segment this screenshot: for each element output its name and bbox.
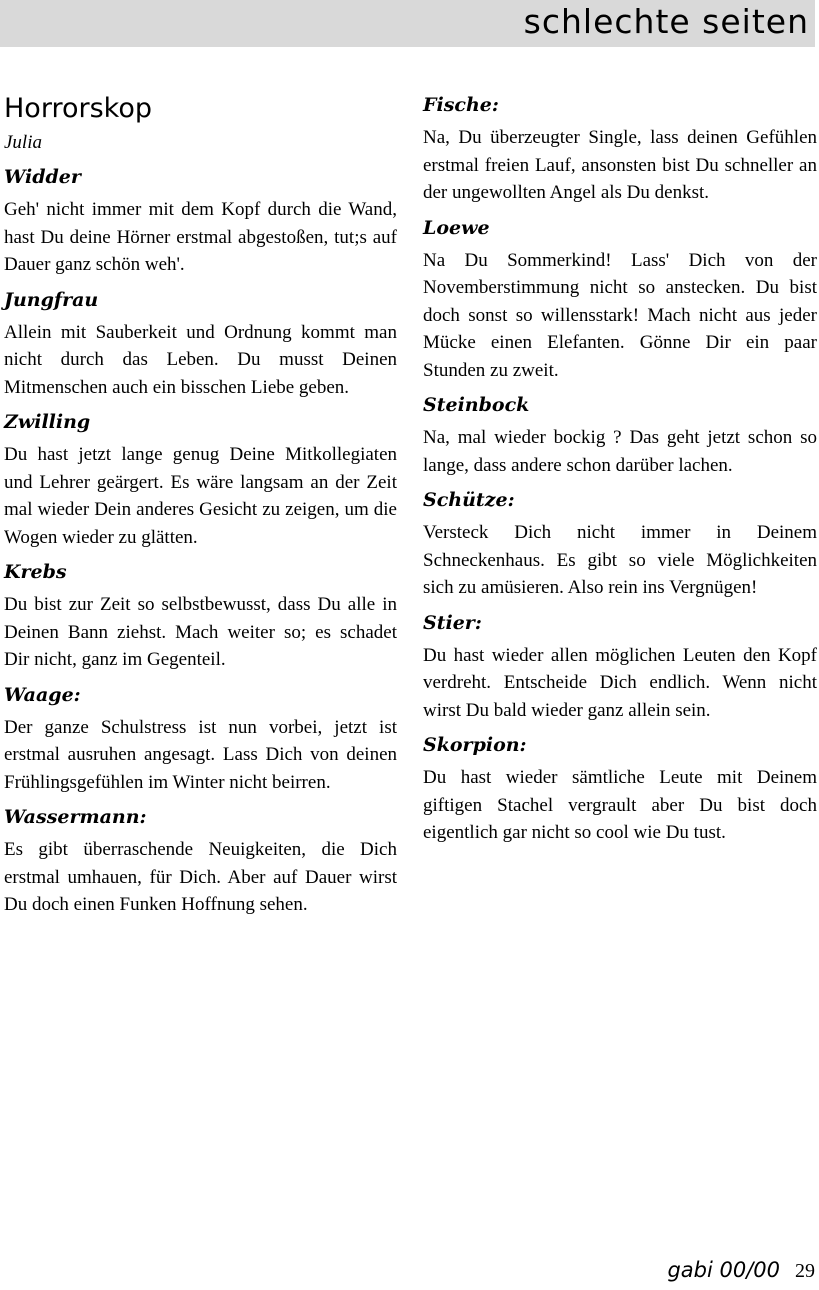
- sign-heading-stier: Stier:: [423, 611, 482, 634]
- sign-heading-wassermann: Wassermann:: [4, 806, 147, 828]
- horoscope-text-wassermann: Es gibt überraschende Neuigkeiten, die Dich erstmal umhauen, für Dich. Aber auf Dauer wirst Du doch einen Funken Hoffnung sehen.: [4, 839, 397, 915]
- sign-heading-zwilling: Zwilling: [4, 411, 91, 433]
- sign-heading-waage: Waage:: [4, 683, 81, 706]
- article-title: Horrorskop: [4, 93, 152, 124]
- sign-heading-jungfrau: Jungfrau: [4, 288, 99, 311]
- article-author: Julia: [4, 132, 42, 153]
- horoscope-text-widder: Geh' nicht immer mit dem Kopf durch die Wand, hast Du deine Hörner erstmal abgestoßen, tut;s auf Dauer ganz schön weh'.: [4, 199, 397, 275]
- sign-heading-fische: Fische:: [423, 94, 499, 116]
- horoscope-text-zwilling: Du hast jetzt lange genug Deine Mitkollegiaten und Lehrer geärgert. Es wäre langsam an der Zeit mal wieder Dein anderes Gesicht zu zeigen, um die Wogen wieder zu glätten.: [4, 444, 397, 548]
- magazine-issue: gabi 00/00: [667, 1258, 780, 1282]
- horoscope-text-fische: Na, Du überzeugter Single, lass deinen Gefühlen erstmal freien Lauf, ansonsten bist Du schneller an der ungewollten Angel als Du denkst.: [423, 127, 817, 203]
- horoscope-text-schuetze: Versteck Dich nicht immer in Deinem Schneckenhaus. Es gibt so viele Möglichkeiten sich zu amüsieren. Also rein ins Vergnügen!: [423, 522, 817, 598]
- horoscope-text-loewe: Na Du Sommerkind! Lass' Dich von der Novemberstimmung nicht so anstecken. Du bist doch sonst so willensstark! Mach nicht aus jeder Mücke einen Elefanten. Gönne Dir ein paar Stunden zu zweit.: [423, 249, 817, 381]
- page-footer: [667, 1256, 815, 1285]
- sign-heading-widder: Widder: [4, 166, 81, 188]
- section-title: schlechte seiten: [523, 2, 809, 41]
- horoscope-text-skorpion: Du hast wieder sämtliche Leute mit Deinem giftigen Stachel vergrault aber Du bist doch eigentlich gar nicht so cool wie Du tust.: [423, 767, 817, 843]
- sign-heading-steinbock: Steinbock: [423, 394, 530, 416]
- section-header-bar: [0, 0, 815, 47]
- horoscope-text-stier: Du hast wieder allen möglichen Leuten den Kopf verdreht. Entscheide Dich endlich. Wenn nicht wirst Du bald wieder ganz allein sein.: [423, 644, 817, 721]
- left-column: [4, 90, 397, 919]
- horoscope-text-jungfrau: Allein mit Sauberkeit und Ordnung kommt man nicht durch das Leben. Du musst Deinen Mitmenschen auch ein bisschen Liebe geben.: [4, 321, 397, 398]
- sign-heading-skorpion: Skorpion:: [423, 734, 527, 756]
- sign-heading-schuetze: Schütze:: [423, 489, 515, 511]
- sign-heading-krebs: Krebs: [4, 561, 67, 583]
- sign-heading-loewe: Loewe: [423, 216, 490, 239]
- horoscope-text-krebs: Du bist zur Zeit so selbstbewusst, dass Du alle in Deinen Bann ziehst. Mach weiter so; es schadet Dir nicht, ganz im Gegenteil.: [4, 594, 397, 670]
- page-number: 29: [795, 1260, 815, 1282]
- horoscope-text-waage: Der ganze Schulstress ist nun vorbei, jetzt ist erstmal ausruhen angesagt. Lass Dich von deinen Frühlingsgefühlen im Winter nicht beirren.: [4, 716, 397, 793]
- horoscope-text-steinbock: Na, mal wieder bockig ? Das geht jetzt schon so lange, dass andere schon darüber lachen.: [423, 427, 817, 476]
- right-column: [423, 90, 817, 847]
